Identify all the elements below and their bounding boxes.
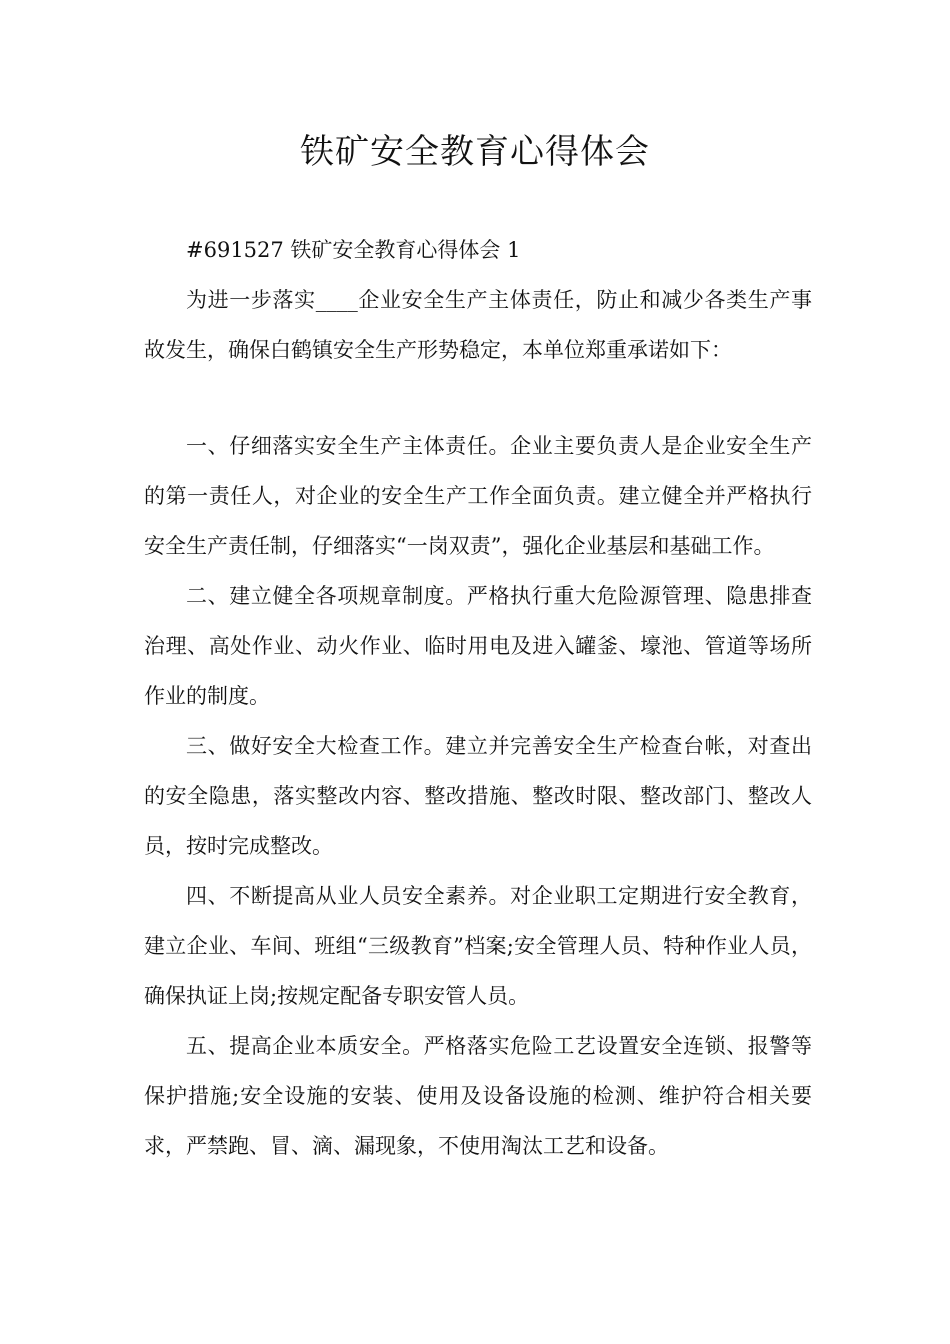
paragraph-2: 二、建立健全各项规章制度。严格执行重大危险源管理、隐患排查治理、高处作业、动火作业、临时用电及进入罐釜、壕池、管道等场所作业的制度。 [144,584,812,708]
document-subtitle: #691527 铁矿安全教育心得体会 1 [186,238,521,262]
intro-paragraph: 为进一步落实____企业安全生产主体责任，防止和减少各类生产事故发生，确保白鹤镇安全生产形势稳定，本单位郑重承诺如下： [144,288,812,362]
paragraph-5: 五、提高企业本质安全。严格落实危险工艺设置安全连锁、报警等保护措施;安全设施的安装、使用及设备设施的检测、维护符合相关要求，严禁跑、冒、滴、漏现象，不使用淘汰工艺和设备。 [144,1034,812,1158]
paragraph-3: 三、做好安全大检查工作。建立并完善安全生产检查台帐，对查出的安全隐患，落实整改内容、整改措施、整改时限、整改部门、整改人员，按时完成整改。 [144,734,812,858]
document-title: 铁矿安全教育心得体会 [300,132,650,172]
document-body [144,225,812,1171]
paragraph-4: 四、不断提高从业人员安全素养。对企业职工定期进行安全教育，建立企业、车间、班组“三级教育”档案;安全管理人员、特种作业人员，确保执证上岗;按规定配备专职安管人员。 [144,884,812,1008]
paragraph-1: 一、仔细落实安全生产主体责任。企业主要负责人是企业安全生产的第一责任人，对企业的安全生产工作全面负责。建立健全并严格执行安全生产责任制，仔细落实“一岗双责”，强化企业基层和基础工作。 [144,434,812,558]
